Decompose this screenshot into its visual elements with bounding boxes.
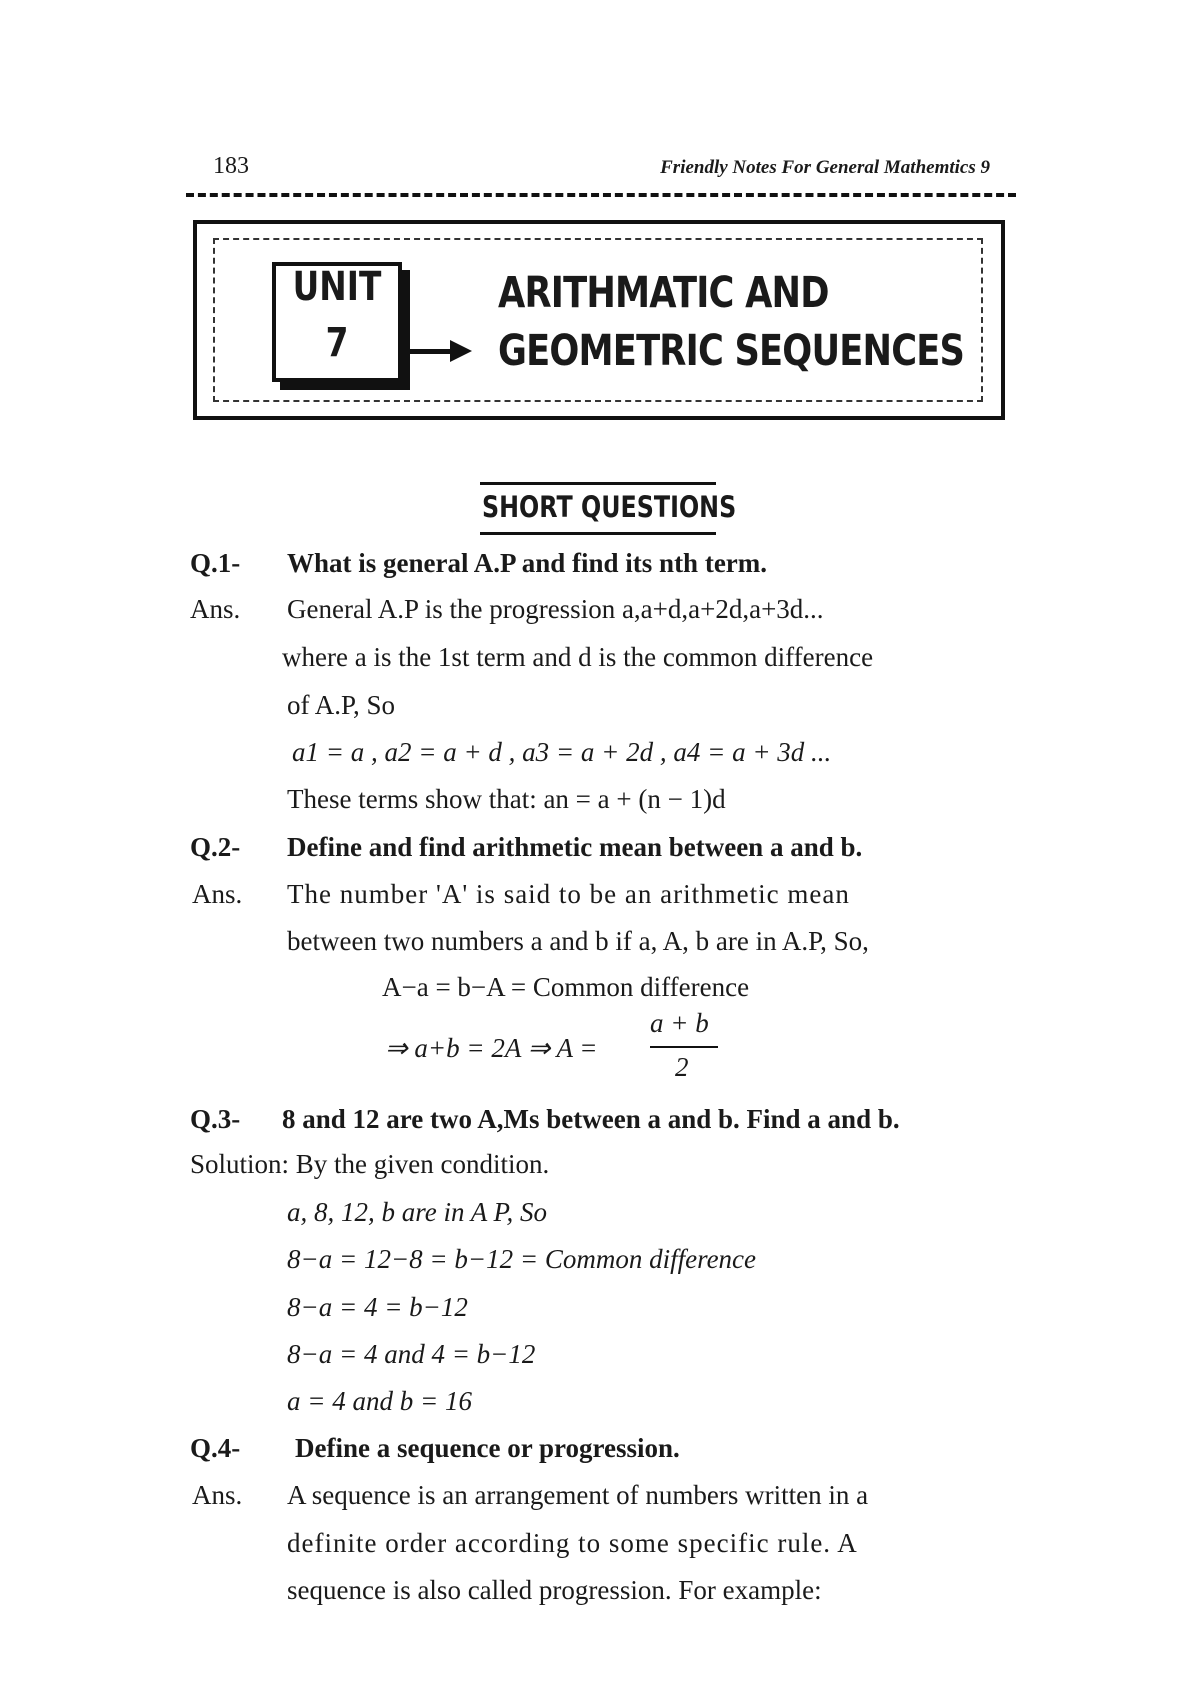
unit-title-line1: ARITHMATIC AND [498,268,829,318]
q2-line3: A−a = b−A = Common difference [382,972,750,1002]
q4-line1: A sequence is an arrangement of numbers written in a [287,1480,869,1510]
unit-label: UNIT [292,264,382,310]
q1-question: What is general A.P and find its nth term. [287,548,768,578]
q3-line4: 8−a = 4 and 4 = b−12 [287,1339,536,1369]
section-heading: SHORT QUESTIONS [482,490,737,524]
q2-fraction-denominator: 2 [675,1052,689,1082]
q3-line3: 8−a = 4 = b−12 [287,1292,468,1322]
q1-label: Q.1- [190,548,241,578]
q2-line1: The number 'A' is said to be an arithmetic mean [287,879,850,909]
q1-line4: a1 = a , a2 = a + d , a3 = a + 2d , a4 = a + 3d ... [292,737,832,767]
q1-line1: General A.P is the progression a,a+d,a+2d,a+3d... [287,594,824,624]
q2-label: Q.2- [190,832,241,862]
q1-ans-label: Ans. [190,594,241,624]
q2-ans-label: Ans. [192,879,243,909]
section-rule-top [480,482,716,485]
q1-line5: These terms show that: an = a + (n − 1)d [287,784,726,814]
header-rule [186,193,1016,197]
arrow-head-icon [450,340,472,362]
q2-question: Define and find arithmetic mean between a and b. [287,832,863,862]
q1-line3: of A.P, So [287,690,396,720]
page-number: 183 [213,153,249,179]
q3-label: Q.3- [190,1104,241,1134]
q1-line2: where a is the 1st term and d is the common difference [282,642,874,672]
q4-label: Q.4- [190,1433,241,1463]
q4-line2: definite order according to some specific rule. A [287,1528,858,1558]
unit-number: 7 [325,320,349,366]
q3-line5: a = 4 and b = 16 [287,1386,472,1416]
q3-line2: 8−a = 12−8 = b−12 = Common difference [287,1244,757,1274]
q2-line4: ⇒ a+b = 2A ⇒ A = [385,1033,598,1063]
q2-fraction-bar [650,1046,718,1048]
q3-solution: Solution: By the given condition. [190,1149,550,1179]
q2-fraction-numerator: a + b [650,1008,709,1038]
q4-question: Define a sequence or progression. [295,1433,680,1463]
q3-question: 8 and 12 are two A,Ms between a and b. Find a and b. [282,1104,900,1134]
q4-ans-label: Ans. [192,1480,243,1510]
q2-line2: between two numbers a and b if a, A, b are in A.P, So, [287,926,869,956]
q3-line1: a, 8, 12, b are in A P, So [287,1197,548,1227]
book-title: Friendly Notes For General Mathemtics 9 [660,157,990,178]
q4-line3: sequence is also called progression. For example: [287,1575,822,1605]
section-rule-bottom [480,532,716,535]
unit-title-line2: GEOMETRIC SEQUENCES [498,326,965,376]
